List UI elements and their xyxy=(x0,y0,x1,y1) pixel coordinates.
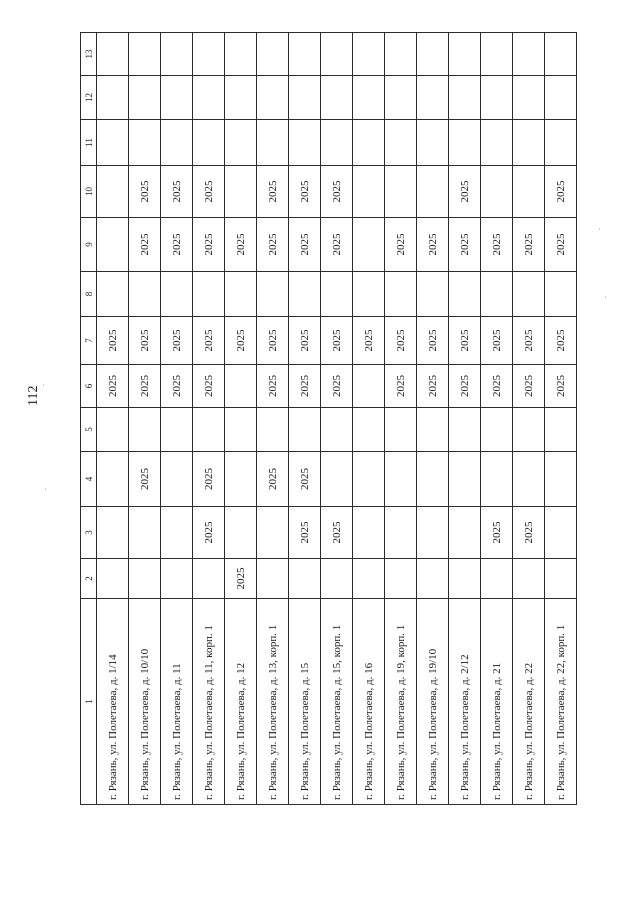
year-cell xyxy=(161,272,193,317)
year-cell xyxy=(513,76,545,120)
year-cell: 2025 xyxy=(545,317,577,365)
year-cell xyxy=(225,408,257,452)
year-cell xyxy=(161,507,193,559)
year-cell xyxy=(385,120,417,166)
year-cell xyxy=(321,559,353,599)
year-cell xyxy=(97,272,129,317)
year-cell xyxy=(129,33,161,76)
year-cell xyxy=(161,452,193,507)
year-cell xyxy=(353,218,385,272)
year-cell: 2025 xyxy=(289,365,321,408)
year-cell xyxy=(513,559,545,599)
year-cell xyxy=(289,408,321,452)
header-cell: 8 xyxy=(81,272,97,317)
scan-speck: · xyxy=(598,224,601,234)
year-cell xyxy=(449,76,481,120)
year-cell xyxy=(545,452,577,507)
year-cell xyxy=(97,452,129,507)
table-row xyxy=(97,33,129,805)
year-cell: 2025 xyxy=(257,218,289,272)
year-cell xyxy=(417,33,449,76)
year-cell xyxy=(353,76,385,120)
year-cell xyxy=(225,76,257,120)
header-cell: 10 xyxy=(81,166,97,218)
year-cell xyxy=(257,120,289,166)
year-cell xyxy=(353,559,385,599)
year-cell xyxy=(97,408,129,452)
address-cell: г. Рязань, ул. Полетаева, д. 22, корп. 1 xyxy=(545,599,577,805)
year-cell: 2025 xyxy=(225,317,257,365)
year-cell: 2025 xyxy=(449,365,481,408)
year-cell xyxy=(417,507,449,559)
year-cell xyxy=(321,76,353,120)
year-cell xyxy=(353,408,385,452)
address-cell: г. Рязань, ул. Полетаева, д. 21 xyxy=(481,599,513,805)
year-cell xyxy=(545,408,577,452)
year-cell xyxy=(449,559,481,599)
year-cell: 2025 xyxy=(321,218,353,272)
year-cell xyxy=(353,452,385,507)
year-cell xyxy=(353,272,385,317)
year-cell xyxy=(417,76,449,120)
year-cell: 2025 xyxy=(417,317,449,365)
year-cell: 2025 xyxy=(129,317,161,365)
page-number: 112 xyxy=(26,385,41,406)
header-cell: 1 xyxy=(81,599,97,805)
year-cell xyxy=(353,507,385,559)
year-cell xyxy=(129,76,161,120)
table-row xyxy=(129,33,161,805)
year-cell: 2025 xyxy=(385,218,417,272)
header-cell: 12 xyxy=(81,76,97,120)
year-cell xyxy=(193,272,225,317)
year-cell xyxy=(449,272,481,317)
year-cell xyxy=(385,166,417,218)
year-cell xyxy=(321,120,353,166)
year-cell xyxy=(97,76,129,120)
year-cell xyxy=(289,76,321,120)
header-cell: 6 xyxy=(81,365,97,408)
year-cell xyxy=(513,452,545,507)
address-cell: г. Рязань, ул. Полетаева, д. 10/10 xyxy=(129,599,161,805)
year-cell: 2025 xyxy=(193,317,225,365)
year-cell: 2025 xyxy=(289,218,321,272)
year-cell xyxy=(353,33,385,76)
year-cell: 2025 xyxy=(385,317,417,365)
year-cell xyxy=(321,408,353,452)
year-cell xyxy=(257,272,289,317)
year-cell: 2025 xyxy=(161,166,193,218)
year-cell xyxy=(161,120,193,166)
year-cell: 2025 xyxy=(513,218,545,272)
year-cell: 2025 xyxy=(225,218,257,272)
year-cell: 2025 xyxy=(321,166,353,218)
year-cell xyxy=(513,33,545,76)
year-cell xyxy=(385,33,417,76)
year-cell xyxy=(417,452,449,507)
year-cell xyxy=(321,452,353,507)
year-cell: 2025 xyxy=(193,452,225,507)
year-cell: 2025 xyxy=(129,166,161,218)
table-row xyxy=(161,33,193,805)
year-cell xyxy=(513,120,545,166)
year-cell xyxy=(225,120,257,166)
year-cell: 2025 xyxy=(513,365,545,408)
schedule-table xyxy=(80,32,577,805)
table-row xyxy=(481,33,513,805)
year-cell xyxy=(161,76,193,120)
header-cell: 5 xyxy=(81,408,97,452)
year-cell xyxy=(417,166,449,218)
year-cell: 2025 xyxy=(417,218,449,272)
year-cell: 2025 xyxy=(545,218,577,272)
table-row xyxy=(321,33,353,805)
year-cell xyxy=(545,33,577,76)
year-cell xyxy=(545,507,577,559)
table-row xyxy=(289,33,321,805)
year-cell xyxy=(321,272,353,317)
table-row xyxy=(545,33,577,805)
header-row xyxy=(81,33,97,805)
table-row xyxy=(385,33,417,805)
year-cell xyxy=(449,33,481,76)
year-cell xyxy=(257,408,289,452)
table-row xyxy=(225,33,257,805)
year-cell xyxy=(385,76,417,120)
year-cell: 2025 xyxy=(257,166,289,218)
year-cell xyxy=(513,272,545,317)
year-cell xyxy=(97,33,129,76)
scan-speck: · xyxy=(42,380,45,390)
year-cell: 2025 xyxy=(129,365,161,408)
year-cell: 2025 xyxy=(161,365,193,408)
year-cell xyxy=(481,33,513,76)
year-cell: 2025 xyxy=(449,317,481,365)
year-cell: 2025 xyxy=(321,317,353,365)
year-cell: 2025 xyxy=(449,218,481,272)
year-cell xyxy=(385,559,417,599)
year-cell xyxy=(129,272,161,317)
year-cell: 2025 xyxy=(481,365,513,408)
address-cell: г. Рязань, ул. Полетаева, д. 13, корп. 1 xyxy=(257,599,289,805)
year-cell xyxy=(449,408,481,452)
address-cell: г. Рязань, ул. Полетаева, д. 11, корп. 1 xyxy=(193,599,225,805)
year-cell xyxy=(417,120,449,166)
year-cell xyxy=(513,166,545,218)
year-cell xyxy=(193,408,225,452)
year-cell xyxy=(289,120,321,166)
year-cell xyxy=(481,166,513,218)
header-cell: 7 xyxy=(81,317,97,365)
year-cell xyxy=(129,120,161,166)
address-cell: г. Рязань, ул. Полетаева, д. 2/12 xyxy=(449,599,481,805)
year-cell: 2025 xyxy=(129,452,161,507)
year-cell: 2025 xyxy=(161,218,193,272)
year-cell xyxy=(193,120,225,166)
year-cell xyxy=(129,408,161,452)
address-cell: г. Рязань, ул. Полетаева, д. 15, корп. 1 xyxy=(321,599,353,805)
year-cell xyxy=(97,218,129,272)
year-cell: 2025 xyxy=(417,365,449,408)
year-cell: 2025 xyxy=(513,507,545,559)
year-cell xyxy=(97,120,129,166)
year-cell: 2025 xyxy=(257,317,289,365)
year-cell: 2025 xyxy=(481,507,513,559)
header-cell: 4 xyxy=(81,452,97,507)
year-cell xyxy=(481,452,513,507)
year-cell xyxy=(417,408,449,452)
year-cell: 2025 xyxy=(257,452,289,507)
year-cell: 2025 xyxy=(161,317,193,365)
year-cell xyxy=(257,33,289,76)
table-row xyxy=(449,33,481,805)
year-cell xyxy=(481,559,513,599)
year-cell: 2025 xyxy=(449,166,481,218)
year-cell xyxy=(289,33,321,76)
year-cell: 2025 xyxy=(481,218,513,272)
year-cell xyxy=(225,507,257,559)
year-cell xyxy=(193,76,225,120)
year-cell xyxy=(129,507,161,559)
address-cell: г. Рязань, ул. Полетаева, д. 15 xyxy=(289,599,321,805)
header-cell: 13 xyxy=(81,33,97,76)
year-cell xyxy=(417,559,449,599)
year-cell xyxy=(481,408,513,452)
year-cell xyxy=(257,76,289,120)
year-cell xyxy=(225,452,257,507)
rotated-table-wrapper xyxy=(80,32,577,805)
year-cell xyxy=(161,559,193,599)
year-cell: 2025 xyxy=(513,317,545,365)
year-cell xyxy=(97,166,129,218)
year-cell xyxy=(353,365,385,408)
year-cell xyxy=(289,559,321,599)
year-cell xyxy=(289,272,321,317)
year-cell xyxy=(545,559,577,599)
year-cell xyxy=(385,408,417,452)
year-cell xyxy=(385,507,417,559)
address-cell: г. Рязань, ул. Полетаева, д. 19, корп. 1 xyxy=(385,599,417,805)
year-cell xyxy=(193,33,225,76)
year-cell xyxy=(225,166,257,218)
year-cell xyxy=(161,408,193,452)
year-cell: 2025 xyxy=(385,365,417,408)
year-cell xyxy=(545,120,577,166)
year-cell: 2025 xyxy=(289,507,321,559)
year-cell xyxy=(449,120,481,166)
year-cell: 2025 xyxy=(193,507,225,559)
year-cell xyxy=(129,559,161,599)
year-cell: 2025 xyxy=(97,365,129,408)
year-cell xyxy=(513,408,545,452)
header-cell: 9 xyxy=(81,218,97,272)
address-cell: г. Рязань, ул. Полетаева, д. 16 xyxy=(353,599,385,805)
year-cell xyxy=(225,272,257,317)
scan-speck: · xyxy=(604,292,607,302)
year-cell xyxy=(545,76,577,120)
header-cell: 3 xyxy=(81,507,97,559)
year-cell xyxy=(481,120,513,166)
year-cell: 2025 xyxy=(193,365,225,408)
year-cell: 2025 xyxy=(193,218,225,272)
header-cell: 11 xyxy=(81,120,97,166)
year-cell: 2025 xyxy=(225,559,257,599)
year-cell: 2025 xyxy=(289,166,321,218)
year-cell xyxy=(385,272,417,317)
year-cell xyxy=(385,452,417,507)
address-cell: г. Рязань, ул. Полетаева, д. 1/14 xyxy=(97,599,129,805)
year-cell xyxy=(321,33,353,76)
table-row xyxy=(193,33,225,805)
table-row xyxy=(417,33,449,805)
year-cell: 2025 xyxy=(193,166,225,218)
scan-speck: · xyxy=(44,484,47,494)
year-cell xyxy=(97,559,129,599)
year-cell xyxy=(545,272,577,317)
year-cell xyxy=(97,507,129,559)
year-cell xyxy=(193,559,225,599)
year-cell: 2025 xyxy=(321,507,353,559)
year-cell xyxy=(225,365,257,408)
year-cell: 2025 xyxy=(289,317,321,365)
year-cell xyxy=(449,507,481,559)
year-cell xyxy=(417,272,449,317)
year-cell xyxy=(257,507,289,559)
year-cell xyxy=(449,452,481,507)
year-cell xyxy=(353,120,385,166)
address-cell: г. Рязань, ул. Полетаева, д. 22 xyxy=(513,599,545,805)
table-body xyxy=(97,33,577,805)
year-cell xyxy=(353,166,385,218)
year-cell: 2025 xyxy=(481,317,513,365)
year-cell: 2025 xyxy=(289,452,321,507)
year-cell: 2025 xyxy=(97,317,129,365)
year-cell xyxy=(161,33,193,76)
header-cell: 2 xyxy=(81,559,97,599)
year-cell xyxy=(481,272,513,317)
address-cell: г. Рязань, ул. Полетаева, д. 19/10 xyxy=(417,599,449,805)
year-cell xyxy=(481,76,513,120)
year-cell: 2025 xyxy=(353,317,385,365)
year-cell xyxy=(225,33,257,76)
address-cell: г. Рязань, ул. Полетаева, д. 11 xyxy=(161,599,193,805)
year-cell: 2025 xyxy=(257,365,289,408)
year-cell: 2025 xyxy=(545,166,577,218)
year-cell: 2025 xyxy=(129,218,161,272)
table-row xyxy=(257,33,289,805)
address-cell: г. Рязань, ул. Полетаева, д. 12 xyxy=(225,599,257,805)
year-cell xyxy=(257,559,289,599)
year-cell: 2025 xyxy=(545,365,577,408)
table-row xyxy=(513,33,545,805)
table-row xyxy=(353,33,385,805)
year-cell: 2025 xyxy=(321,365,353,408)
